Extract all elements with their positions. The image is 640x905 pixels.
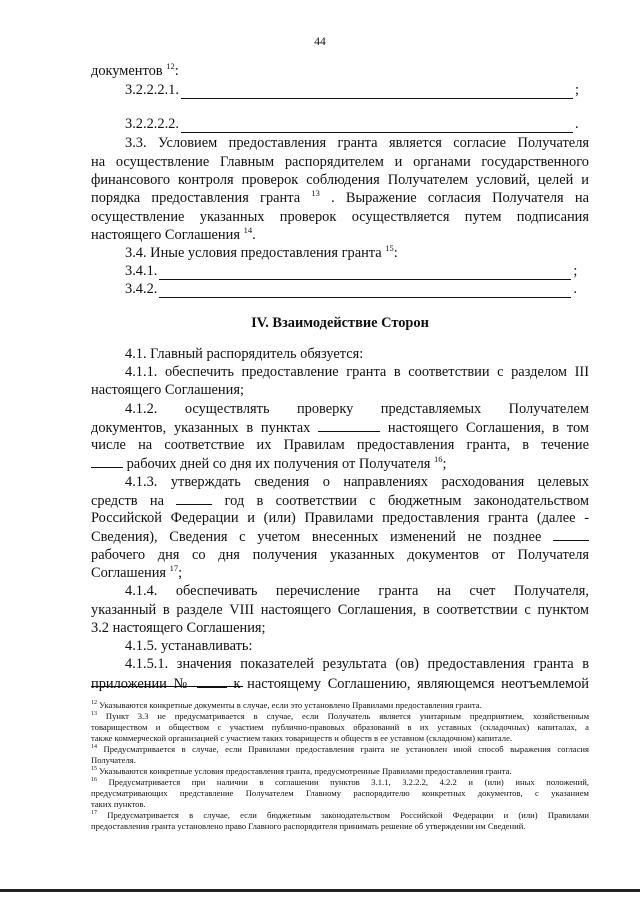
text-line: числе на соответствие их Правилам предоставления гранта, в течение bbox=[91, 437, 589, 453]
text-line: 4.1. Главный распорядитель обязуется: bbox=[125, 346, 364, 362]
text-line: 4.1.5.1. значения показателей результата (ов) предоставления гранта в bbox=[125, 656, 589, 672]
text-line: рабочих дней со дня их получения от Получателя $^{16}$; bbox=[91, 455, 589, 472]
text-line: 3.4. Иные условия предоставления гранта $^{15}$: bbox=[125, 245, 398, 261]
footnote: $^{15}$ Указываются конкретные условия предоставления гранта, предусмотренные Правилами предоставления гранта. bbox=[91, 766, 512, 776]
footnote-cont: Получателя. bbox=[91, 755, 136, 765]
text-line: средств на год в соответствии с бюджетным законодательством bbox=[91, 493, 589, 509]
footnote-cont: таких пунктов. bbox=[91, 799, 146, 809]
footnote-cont: предоставления гранта установлено право Главного распорядителя принимать решение об утверждении им Сведений. bbox=[91, 821, 526, 831]
text-line: Сведения), Сведения с учетом внесенных изменений не позднее bbox=[91, 528, 589, 545]
footnote-cont: товариществом и обществом с участием публично-правовых образований в их уставных (складочных) капиталах, а bbox=[91, 722, 589, 732]
section-heading: IV. Взаимодействие Сторон bbox=[251, 315, 429, 331]
footnote: $^{14}$ Предусматривается в случае, если Правилами предоставления гранта не установлен иной способ выражения согласия bbox=[91, 744, 589, 754]
text-line: 4.1.2. осуществлять проверку представляемых Получателем bbox=[125, 401, 589, 417]
clause-3-4-2: 3.4.2. . bbox=[125, 281, 577, 297]
footnote-separator bbox=[91, 686, 243, 687]
text-line: осуществление указанных проверок осуществляется путем подписания bbox=[91, 209, 589, 225]
footnote: $^{17}$ Предусматривается в случае, если бюджетным законодательством Российской Федерации и (или) Правилами bbox=[91, 810, 589, 820]
text-line: на осуществление Главным распорядителем и органами государственного bbox=[91, 154, 589, 170]
clause-3-2-2-2-2: 3.2.2.2.2. . bbox=[125, 116, 579, 132]
text-line: 3.3. Условием предоставления гранта является согласие Получателя bbox=[125, 135, 589, 151]
page-bottom-edge bbox=[0, 889, 640, 892]
text-line: порядка предоставления гранта $^{13}$ . Выражение согласия Получателя на bbox=[91, 190, 589, 206]
text-line: 4.1.5. устанавливать: bbox=[125, 638, 253, 654]
text-line: 3.2 настоящего Соглашения; bbox=[91, 620, 266, 636]
page-number: 44 bbox=[314, 36, 326, 48]
footnote: $^{13}$ Пункт 3.3 не предусматривается в случае, если Получатель является унитарным предприятием, хозяйственным bbox=[91, 711, 589, 721]
text-line: 4.1.1. обеспечить предоставление гранта в соответствии с разделом III bbox=[125, 364, 589, 380]
text-line: 4.1.4. обеспечивать перечисление гранта на счет Получателя, bbox=[125, 583, 589, 599]
footnote: $^{12}$ Указываются конкретные документы в случае, если это установлено Правилами предоставления гранта. bbox=[91, 700, 482, 710]
text-line: настоящего Соглашения $^{14}$. bbox=[91, 227, 256, 243]
text-line: Российской Федерации и (или) Правилами предоставления гранта (далее - bbox=[91, 510, 589, 526]
text-line: Соглашения $^{17}$; bbox=[91, 565, 183, 581]
text-line: приложении № к настоящему Соглашению, являющемся неотъемлемой bbox=[91, 676, 589, 692]
footnote-cont: также коммерческой организацией с участием таких товариществ и обществ в ее уставном (складочном) капитале. bbox=[91, 733, 513, 743]
text-line: финансового контроля проверок соблюдения Получателем условий, целей и bbox=[91, 172, 589, 188]
clause-3-2-2-2-1: 3.2.2.2.1. ; bbox=[125, 82, 579, 98]
text-line: документов $^{12}$: bbox=[91, 63, 179, 79]
text-line: рабочего дня со дня получения указанных документов от Получателя bbox=[91, 547, 589, 563]
text-line: указанный в разделе VIII настоящего Соглашения, в соответствии с пунктом bbox=[91, 602, 589, 618]
clause-3-4-1: 3.4.1. ; bbox=[125, 263, 578, 279]
footnote-cont: предусматривающих представление Получателем Главному распорядителю конкретных документов, с указанием bbox=[91, 788, 589, 798]
text-line: документов, указанных в пунктах настоящего Соглашения, в том bbox=[91, 420, 589, 436]
footnote: $^{16}$ Предусматривается при наличии в соглашении пунктов 3.1.1, 3.2.2.2, 4.2.2 и (или) иных положений, bbox=[91, 777, 589, 787]
text-line: 4.1.3. утверждать сведения о направлениях расходования целевых bbox=[125, 474, 589, 490]
text-line: настоящего Соглашения; bbox=[91, 382, 244, 398]
